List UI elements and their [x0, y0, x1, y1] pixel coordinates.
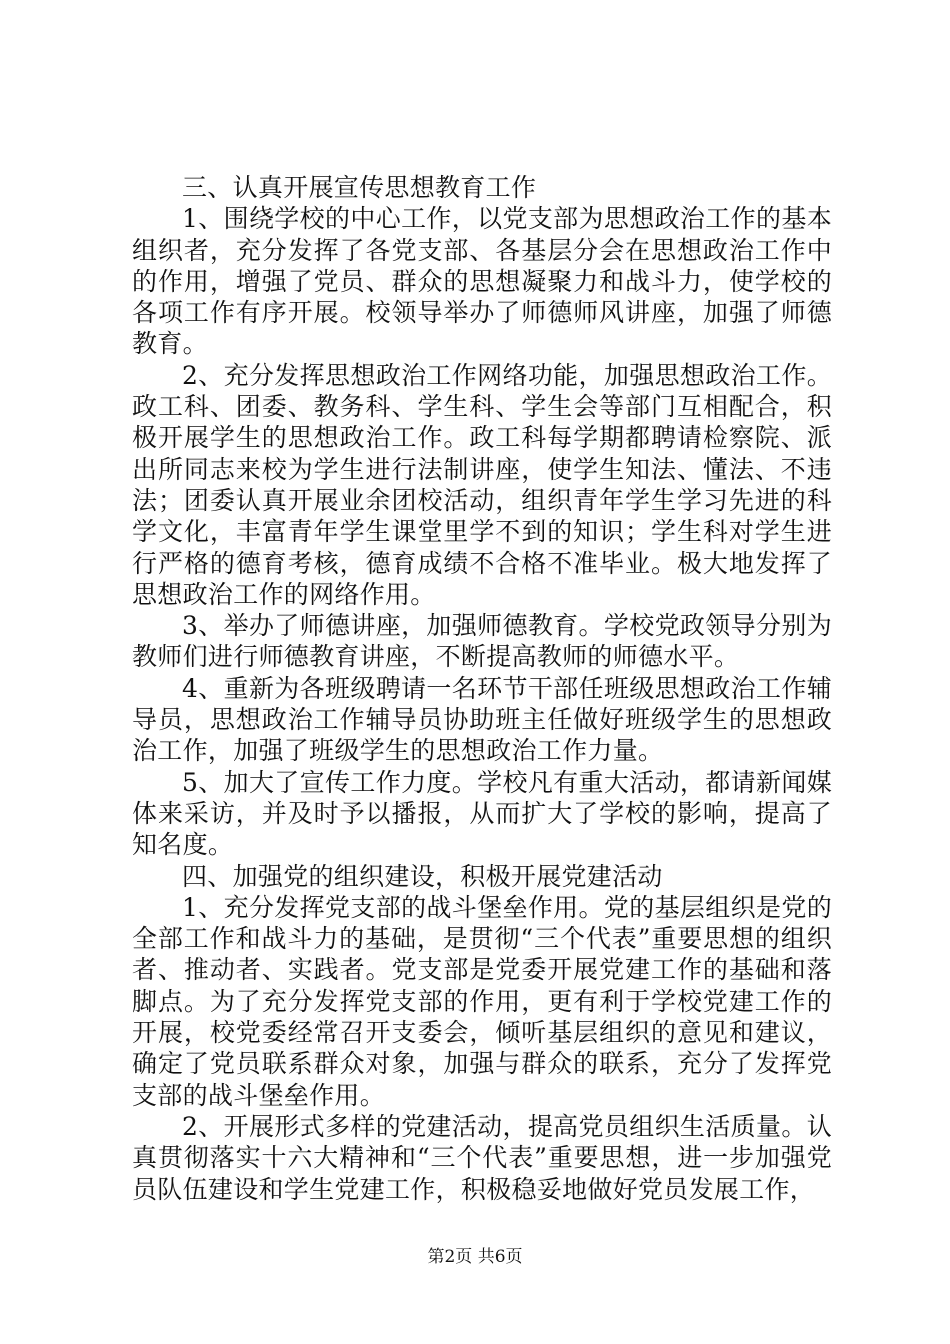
paragraph: 5、加大了宣传工作力度。学校凡有重大活动，都请新闻媒体来采访，并及时予以播报，从而扩大了学校的影响，提高了知名度。 [132, 767, 832, 860]
section-heading-3: 三、认真开展宣传思想教育工作 [182, 173, 537, 202]
paragraph: 1、围绕学校的中心工作，以党支部为思想政治工作的基本组织者，充分发挥了各党支部、各基层分会在思想政治工作中的作用，增强了党员、群众的思想凝聚力和战斗力，使学校的各项工作有序开展。校领导举办了师德师风讲座，加强了师德教育。 [132, 204, 832, 359]
paragraph: 2、充分发挥思想政治工作网络功能，加强思想政治工作。政工科、团委、教务科、学生科、学生会等部门互相配合，积极开展学生的思想政治工作。政工科每学期都聘请检察院、派出所同志来校为学生进行法制讲座，使学生知法、懂法、不违法；团委认真开展业余团校活动，组织青年学生学习先进的科学文化，丰富青年学生课堂里学不到的知识；学生科对学生进行严格的德育考核，德育成绩不合格不准毕业。极大地发挥了思想政治工作的网络作用。 [132, 360, 832, 609]
paragraph: 3、举办了师德讲座，加强师德教育。学校党政领导分别为教师们进行师德教育讲座，不断提高教师的师德水平。 [132, 611, 832, 672]
paragraph: 2、开展形式多样的党建活动，提高党员组织生活质量。认真贯彻落实十六大精神和“三个代表”重要思想，进一步加强党员队伍建设和学生党建工作，积极稳妥地做好党员发展工作， [132, 1111, 832, 1204]
paragraph: 1、充分发挥党支部的战斗堡垒作用。党的基层组织是党的全部工作和战斗力的基础，是贯彻“三个代表”重要思想的组织者、推动者、实践者。党支部是党委开展党建工作的基础和落脚点。为了充分发挥党支部的作用，更有利于学校党建工作的开展，校党委经常召开支委会，倾听基层组织的意见和建议，确定了党员联系群众对象，加强与群众的联系，充分了发挥党支部的战斗堡垒作用。 [132, 892, 832, 1110]
page-number-footer: 第2页 共6页 [427, 1247, 523, 1267]
section-heading-4: 四、加强党的组织建设，积极开展党建活动 [182, 861, 663, 891]
paragraph: 4、重新为各班级聘请一名环节干部任班级思想政治工作辅导员，思想政治工作辅导员协助班主任做好班级学生的思想政治工作，加强了班级学生的思想政治工作力量。 [132, 673, 832, 766]
document-body [132, 172, 832, 1205]
